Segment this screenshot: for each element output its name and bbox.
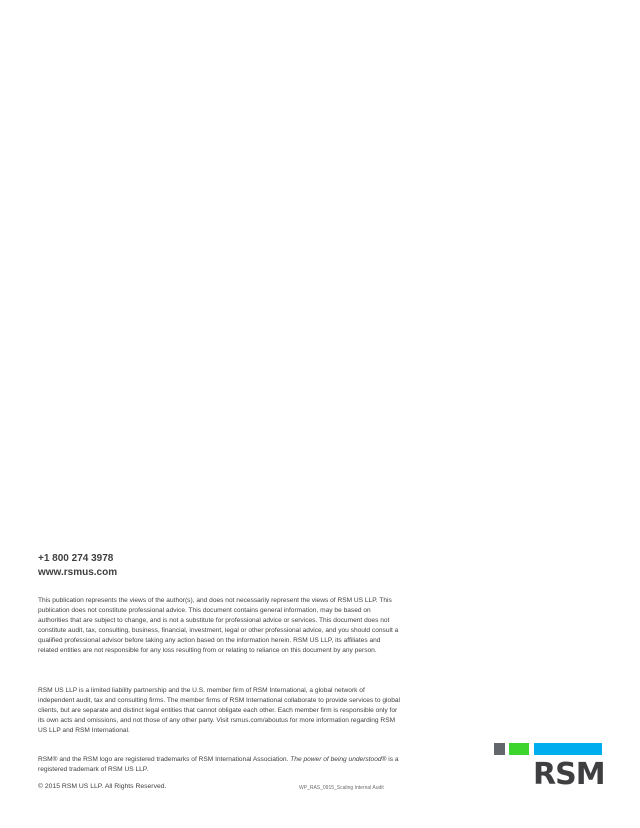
logo-blue-bar <box>534 743 602 755</box>
phone-number: +1 800 274 3978 <box>38 553 114 564</box>
trademark-lead: RSM® and the RSM logo are registered trademarks of RSM International Association. <box>38 756 291 763</box>
document-code: WP_RAS_0915_Scaling Internal Audit <box>299 785 384 791</box>
disclaimer-paragraph: This publication represents the views of the author(s), and does not necessarily represent the views of RSM US LLP. This publication does not constitute professional advice. This document contains general information, may be based on authorities that are subject to change, and is not a substitute for professional advice or services. This document does not constitute audit, tax, consulting, business, financial, investment, legal or other professional advice, and you should consult a qualified professional advisor before taking any action based on the information herein. RSM US LLP, its affiliates and related entities are not responsible for any loss resulting from or relating to reliance on this document by any person. <box>38 597 399 654</box>
rsm-logo <box>494 743 604 791</box>
copyright-notice: © 2015 RSM US LLP. All Rights Reserved. <box>38 783 167 790</box>
about-paragraph: RSM US LLP is a limited liability partnership and the U.S. member firm of RSM International, a global network of independent audit, tax and consulting firms. The member firms of RSM International collaborate to provide services to global clients, but are separate and distinct legal entities that cannot obligate each other. Each member firm is responsible only for its own acts and omissions, and not those of any other party. Visit rsmus.com/aboutus for more information regarding RSM US LLP and RSM International. <box>38 687 400 734</box>
logo-gray-bar <box>494 743 505 755</box>
trademark-tail: is a registered trademark of RSM US LLP. <box>38 756 399 773</box>
website-link[interactable]: www.rsmus.com <box>38 567 118 578</box>
trademark-paragraph <box>38 755 400 775</box>
trademark-tagline: The power of being understood® <box>290 756 387 763</box>
contact-block <box>38 552 117 580</box>
logo-wordmark: RSM <box>533 757 605 792</box>
logo-green-bar <box>509 743 529 755</box>
